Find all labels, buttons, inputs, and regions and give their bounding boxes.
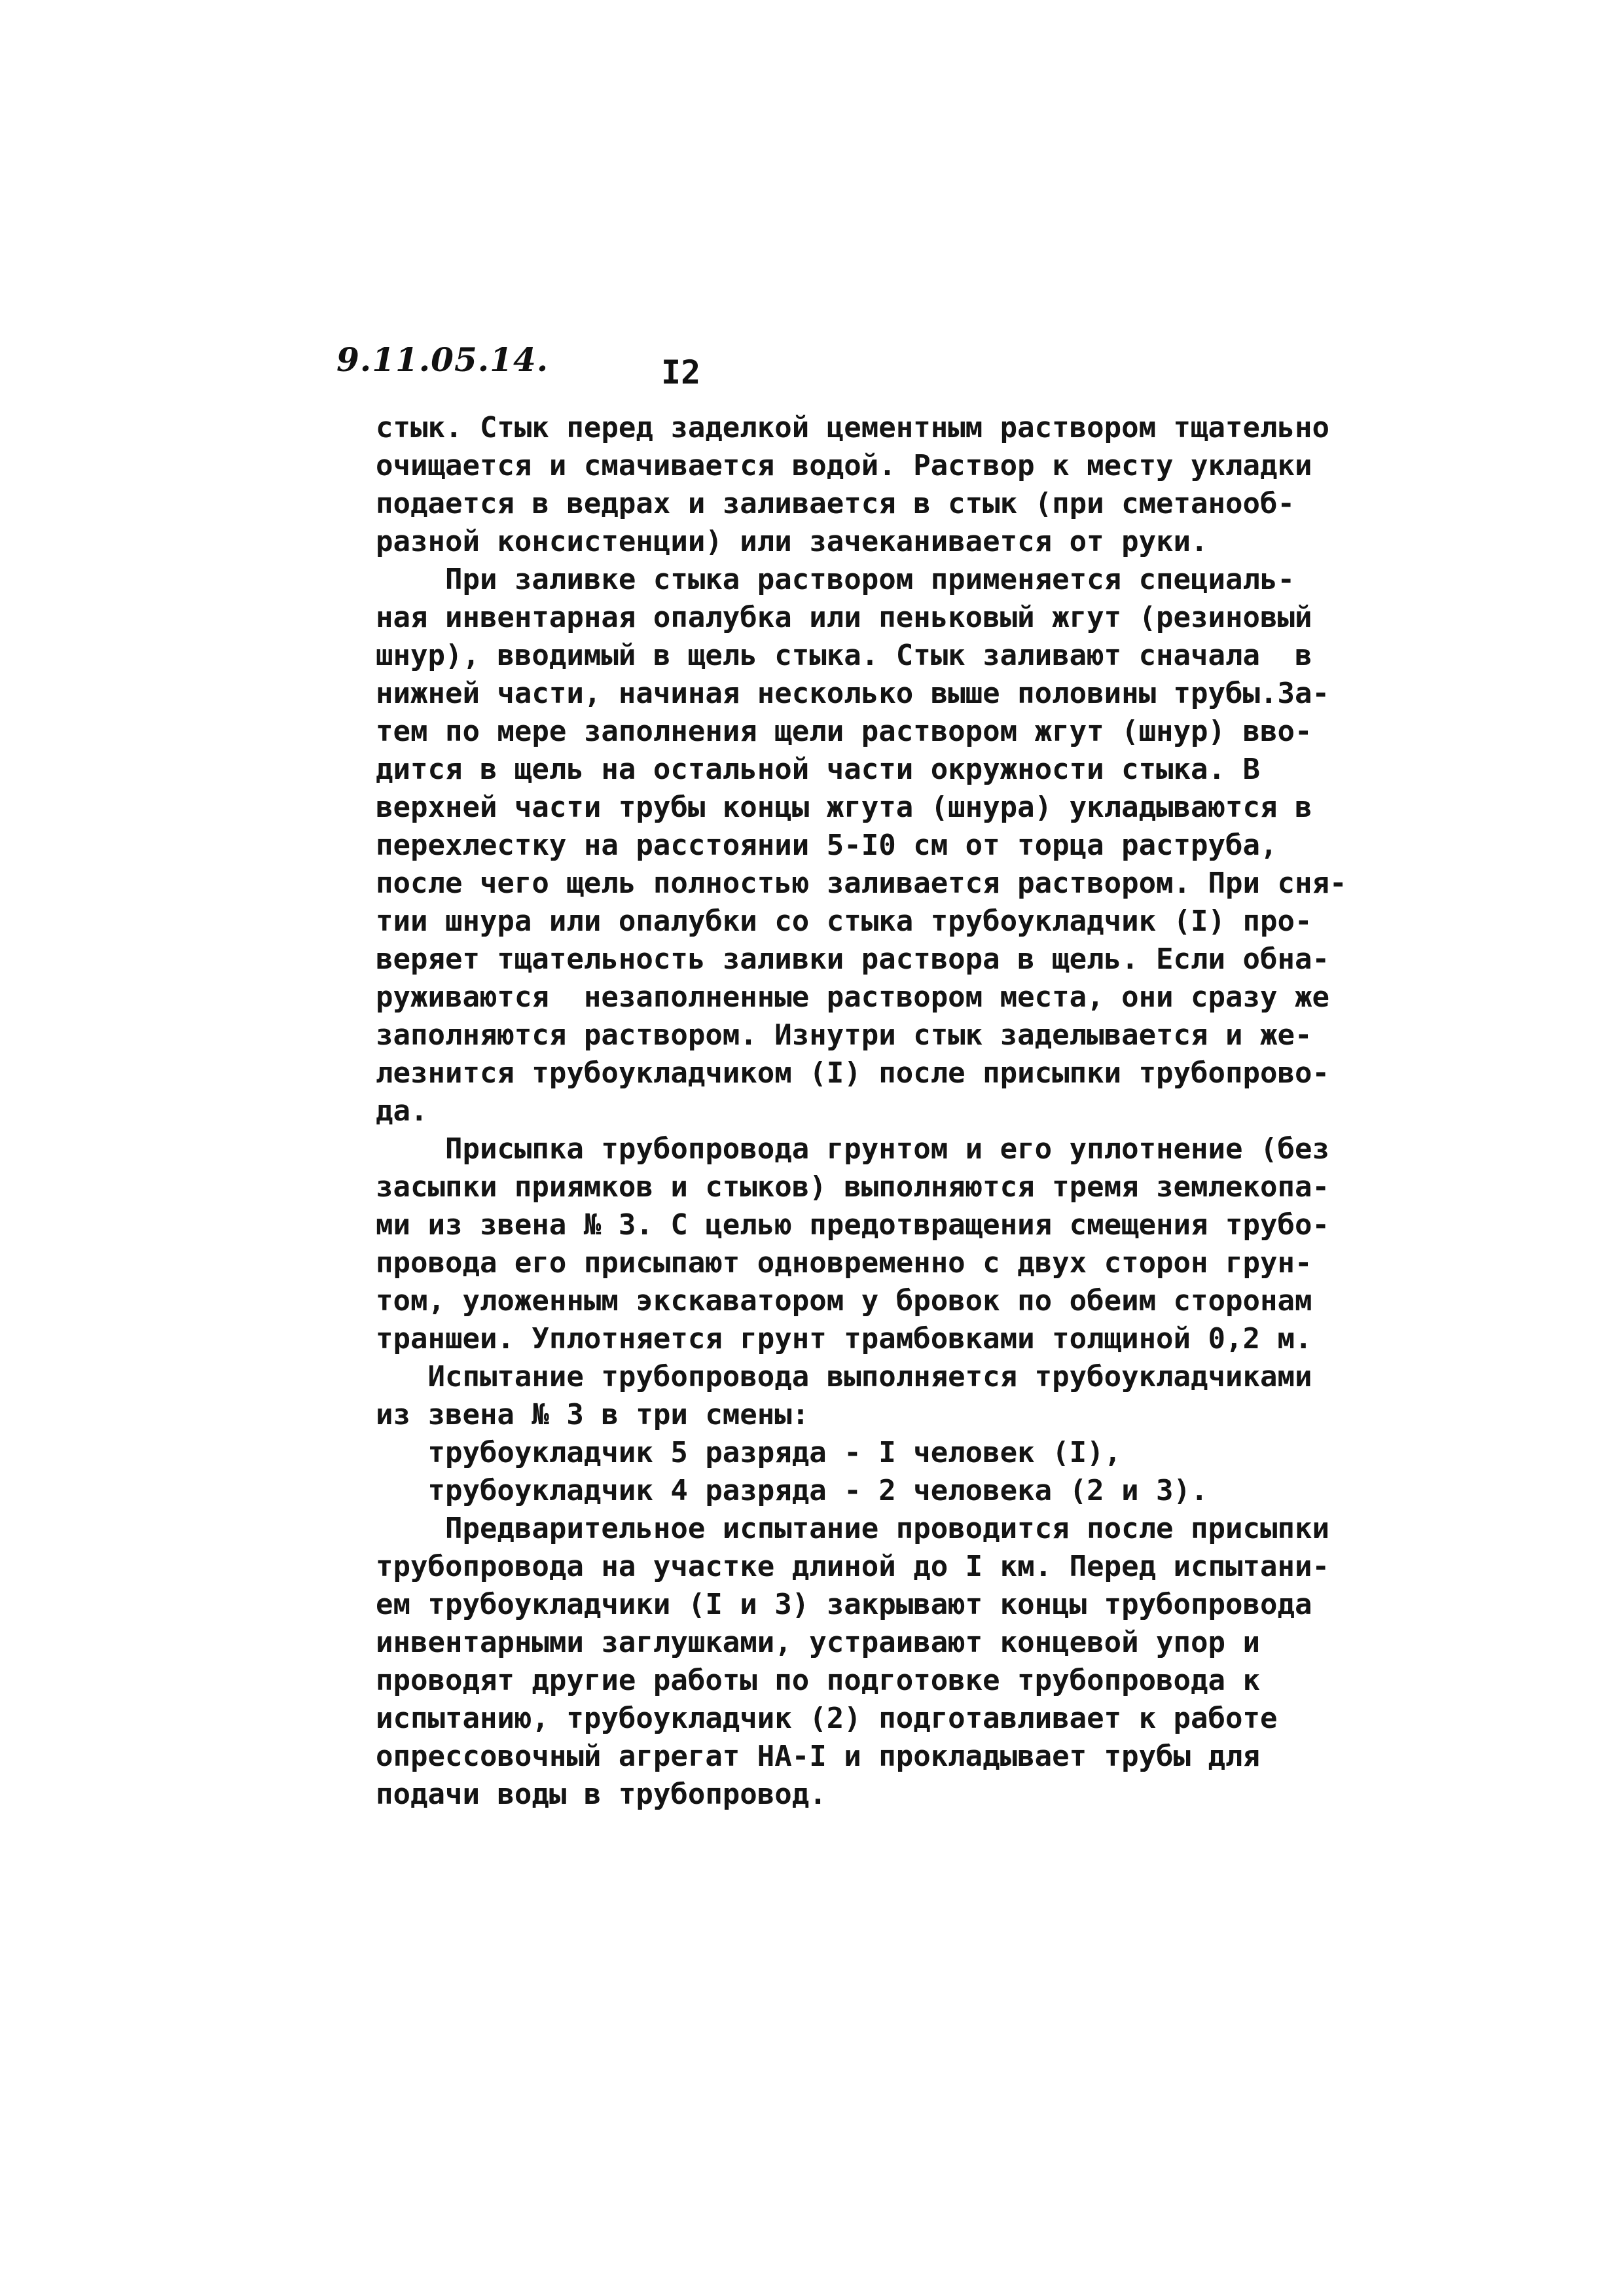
- text-line: Испытание трубопровода выполняется трубоукладчиками: [376, 1360, 1312, 1393]
- text-line: ная инвентарная опалубка или пеньковый жгут (резиновый: [376, 601, 1312, 634]
- text-line: после чего щель полностью заливается раствором. При сня-: [376, 867, 1347, 900]
- text-line: дится в щель на остальной части окружности стыка. В: [376, 753, 1261, 786]
- text-line: лезнится трубоукладчиком (I) после присыпки трубопрово-: [376, 1056, 1329, 1090]
- text-line: ми из звена № 3. С целью предотвращения смещения трубо-: [376, 1208, 1329, 1242]
- text-line: разной консистенции) или зачеканивается от руки.: [376, 525, 1208, 558]
- text-line: Предварительное испытание проводится после присыпки: [376, 1512, 1329, 1545]
- text-line: подачи воды в трубопровод.: [376, 1778, 827, 1811]
- text-line: При заливке стыка раствором применяется специаль-: [376, 563, 1295, 596]
- body-text: [376, 409, 1347, 1814]
- text-line: верхней части трубы концы жгута (шнура) укладываются в: [376, 791, 1312, 824]
- text-line: подается в ведрах и заливается в стык (при сметанооб-: [376, 487, 1295, 520]
- document-code: 9.11.05.14.: [336, 340, 549, 379]
- text-line: проводят другие работы по подготовке трубопровода к: [376, 1664, 1261, 1697]
- page-number: I2: [661, 353, 701, 391]
- text-line: из звена № 3 в три смены:: [376, 1398, 810, 1431]
- text-line: провода его присыпают одновременно с двух сторон грун-: [376, 1246, 1312, 1280]
- text-line: трубопровода на участке длиной до I км. Перед испытани-: [376, 1550, 1329, 1583]
- text-line: засыпки приямков и стыков) выполняются тремя землекопа-: [376, 1170, 1329, 1204]
- text-line: том, уложенным экскаватором у бровок по обеим сторонам: [376, 1284, 1312, 1318]
- text-line: тии шнура или опалубки со стыка трубоукладчик (I) про-: [376, 905, 1312, 938]
- text-line: стык. Стык перед заделкой цементным раствором тщательно: [376, 411, 1329, 444]
- text-line: тем по мере заполнения щели раствором жгут (шнур) вво-: [376, 715, 1312, 748]
- text-line: ем трубоукладчики (I и 3) закрывают концы трубопровода: [376, 1588, 1312, 1621]
- text-line: перехлестку на расстоянии 5-I0 см от торца раструба,: [376, 829, 1278, 862]
- text-line: Присыпка трубопровода грунтом и его уплотнение (без: [376, 1132, 1329, 1166]
- text-line: нижней части, начиная несколько выше половины трубы.За-: [376, 677, 1329, 710]
- text-line: веряет тщательность заливки раствора в щель. Если обна-: [376, 942, 1329, 976]
- text-line: траншеи. Уплотняется грунт трамбовками толщиной 0,2 м.: [376, 1322, 1312, 1355]
- text-line: опрессовочный агрегат НА-I и прокладывает трубы для: [376, 1740, 1261, 1773]
- text-line: испытанию, трубоукладчик (2) подготавливает к работе: [376, 1702, 1278, 1735]
- text-line: руживаются незаполненные раствором места, они сразу же: [376, 980, 1329, 1014]
- text-line: да.: [376, 1094, 428, 1128]
- text-line: трубоукладчик 5 разряда - I человек (I),: [376, 1436, 1122, 1469]
- text-line: заполняются раствором. Изнутри стык заделывается и же-: [376, 1018, 1312, 1052]
- text-line: инвентарными заглушками, устраивают концевой упор и: [376, 1626, 1261, 1659]
- text-line: трубоукладчик 4 разряда - 2 человека (2 и 3).: [376, 1474, 1208, 1507]
- text-line: очищается и смачивается водой. Раствор к месту укладки: [376, 449, 1312, 482]
- text-line: шнур), вводимый в щель стыка. Стык заливают сначала в: [376, 639, 1312, 672]
